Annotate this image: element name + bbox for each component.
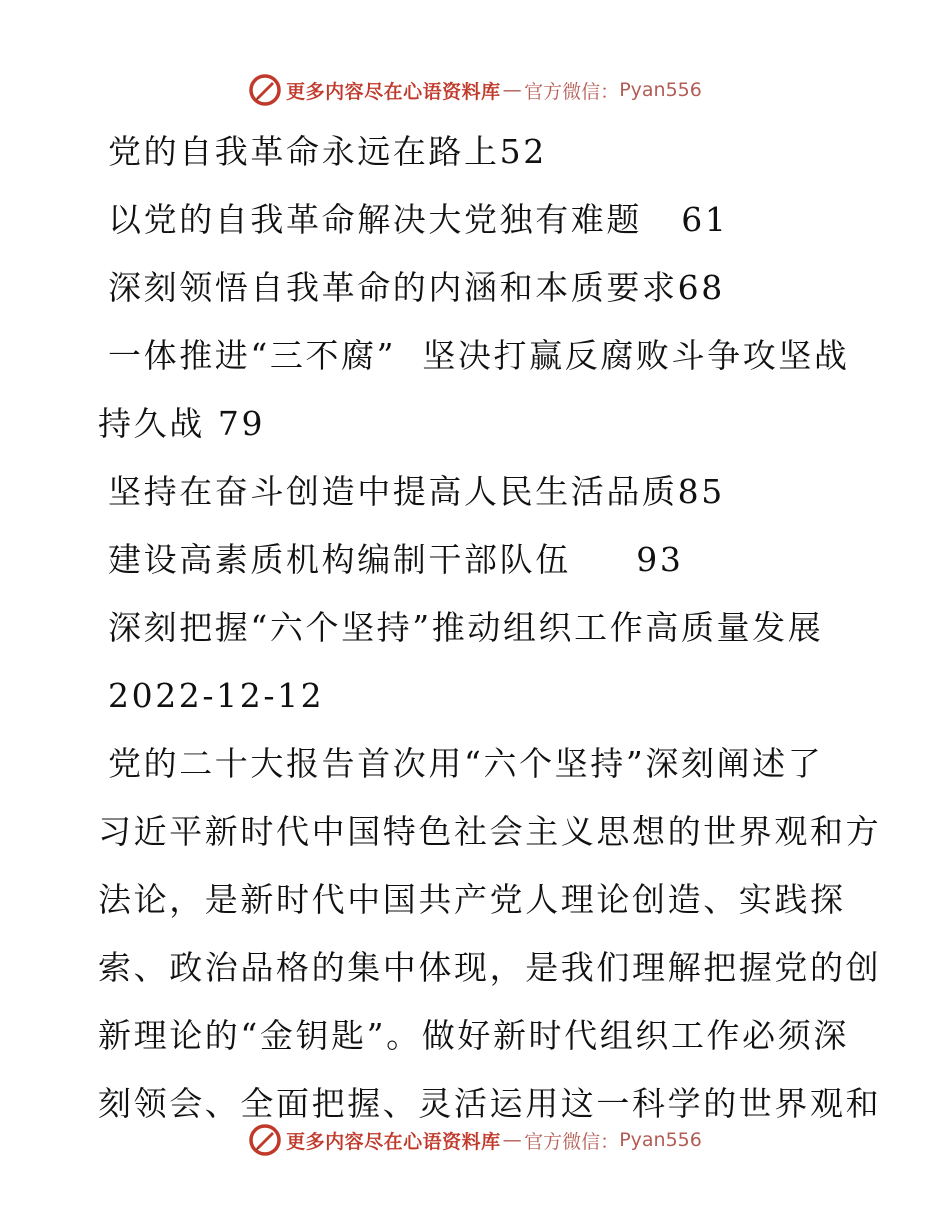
article-body-line: 法论，是新时代中国共产党人理论创造、实践探 [98,880,846,919]
watermark-separator: — [502,1129,523,1151]
watermark-separator: — [502,79,523,101]
wechat-id: Pyan556 [619,1129,702,1151]
toc-entry-title: 深刻领悟自我革命的内涵和本质要求 [108,268,678,307]
toc-entry [98,186,858,254]
toc-entry-page: 68 [677,268,725,307]
toc-entry [98,526,858,594]
watermark-text: 更多内容尽在心语资料库 [286,1130,501,1153]
brush-logo-icon [248,1123,282,1157]
toc-entry-title: 以党的自我革命解决大党独有难题 [108,200,642,239]
brush-logo-icon [248,73,282,107]
article-body-line: 刻领会、全面把握、灵活运用这一科学的世界观和 [98,1084,882,1123]
page-content [98,118,882,1138]
article-body-line: 索、政治品格的集中体现，是我们理解把握党的创 [98,948,882,987]
article-body-line: 党的二十大报告首次用“六个坚持”深刻阐述了 [108,744,824,783]
toc-entry-title: 建设高素质机构编制干部队伍 [108,540,571,579]
wechat-label: 官方微信： [524,80,620,103]
toc-entry [98,458,858,526]
toc-entry [98,118,858,186]
toc-entry-title: 坚持在奋斗创造中提高人民生活品质 [108,472,678,511]
article-date: 2022-12-12 [108,676,325,715]
toc-entry-page: 93 [636,540,684,579]
header-watermark [0,70,950,110]
wechat-id: Pyan556 [619,79,702,101]
toc-entry-page: 61 [681,200,729,239]
wechat-label: 官方微信： [524,1130,620,1153]
toc-entry-title: 党的自我革命永远在路上 [108,132,500,171]
toc-entry-title-line2: 持久战 [98,404,205,443]
toc-entry-title-line1: 一体推进“三不腐” 坚决打赢反腐败斗争攻坚战 [108,336,850,375]
footer-watermark [0,1120,950,1160]
toc-entry-page: 85 [677,472,725,511]
toc-entry [98,254,858,322]
watermark-text: 更多内容尽在心语资料库 [286,80,501,103]
article-body-line: 习近平新时代中国特色社会主义思想的世界观和方 [98,812,882,851]
toc-entry [98,390,858,458]
toc-entry-page: 79 [217,404,266,443]
article-title: 深刻把握“六个坚持”推动组织工作高质量发展 [108,608,824,647]
toc-entry-page: 52 [499,132,547,171]
article-body-line: 新理论的“金钥匙”。做好新时代组织工作必须深 [98,1016,849,1055]
